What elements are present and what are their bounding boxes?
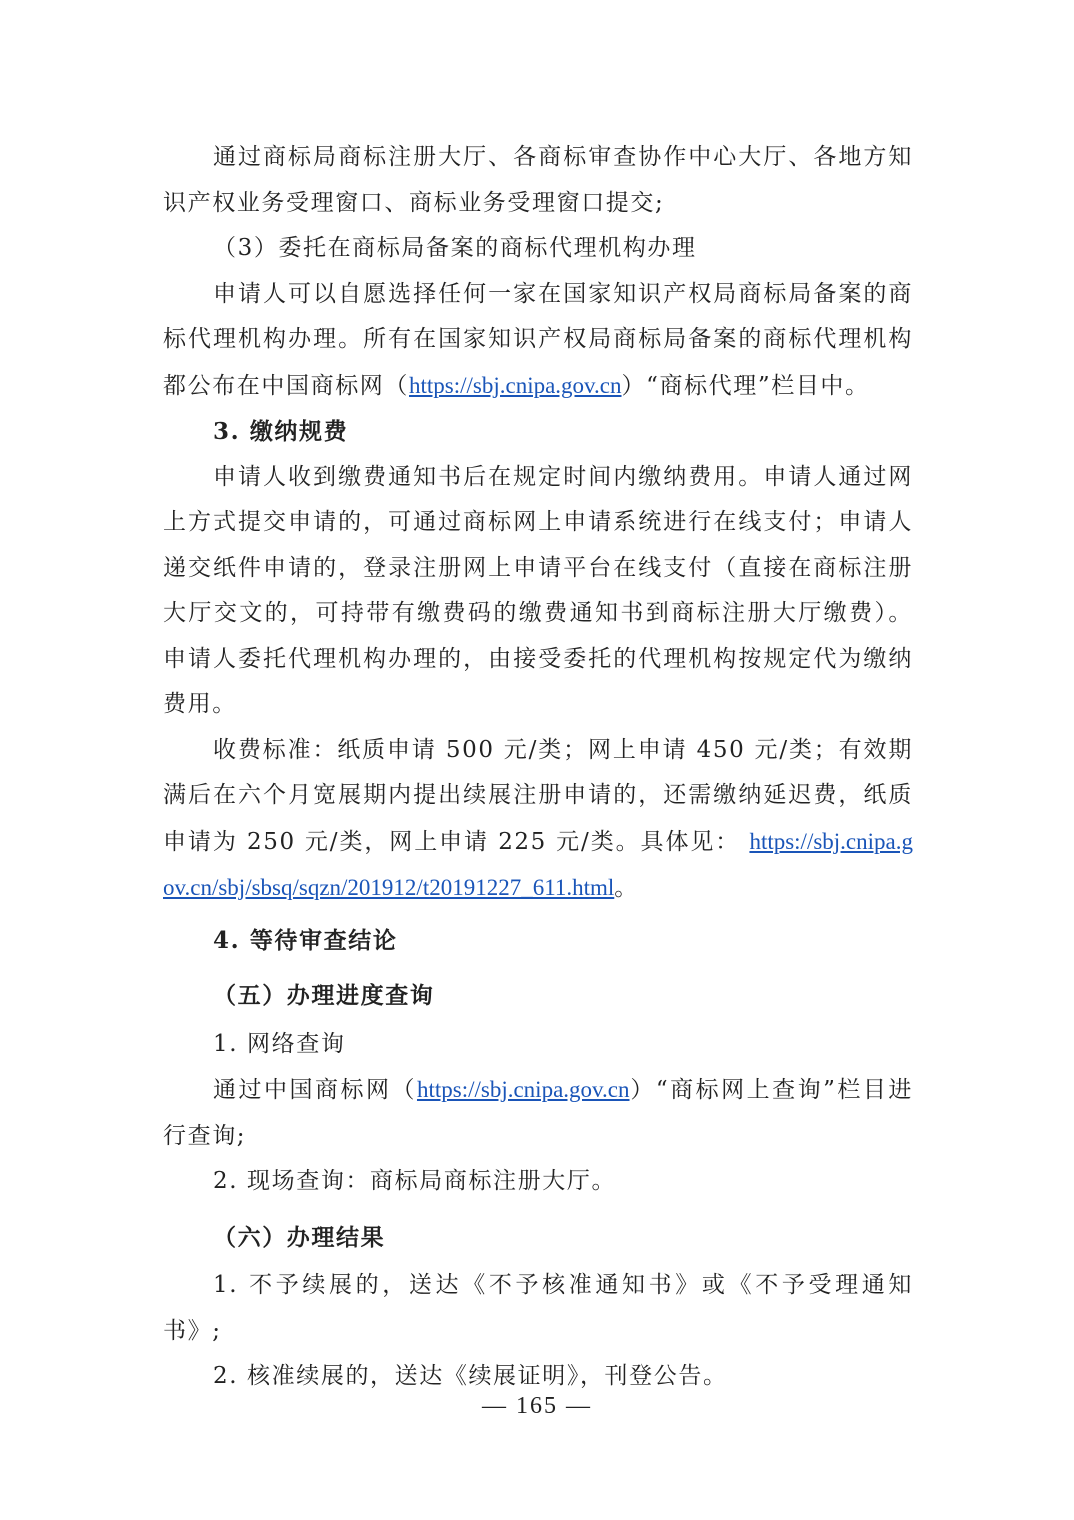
item-renewal-approved: 2. 核准续展的，送达《续展证明》，刊登公告。 [213, 1363, 728, 1389]
paragraph-submission-halls: 通过商标局商标注册大厅、各商标审查协作中心大厅、各地方知识产权业务受理窗口、商标业务受理窗口提交; [163, 144, 913, 216]
cnipa-link[interactable]: https://sbj.cnipa.gov.cn [409, 372, 622, 398]
item-not-renewed: 1. 不予续展的，送达《不予核准通知书》或《不予受理通知书》; [163, 1272, 913, 1344]
paragraph-online-query: 通过中国商标网（https://sbj.cnipa.gov.cn）“商标网上查询”栏目进行查询; [163, 1077, 913, 1149]
heading-await-result: 4. 等待审查结论 [213, 926, 398, 954]
section-result: （六）办理结果 [213, 1223, 386, 1251]
section-progress-query: （五）办理进度查询 [213, 982, 435, 1009]
fee-standard-link[interactable]: https://sbj.cnipa.gov.cn/sbj/sbsq/sqzn/201912/t20191227_611.html [163, 828, 913, 900]
paragraph-payment: 申请人收到缴费通知书后在规定时间内缴纳费用。申请人通过网上方式提交申请的，可通过商标网上申请系统进行在线支付；申请人递交纸件申请的，登录注册网上申请平台在线支付（直接在商标注册大厅交文的，可持带有缴费码的缴费通知书到商标注册大厅缴费）。申请人委托代理机构办理的，由接受委托的代理机构按规定代为缴纳费用。 [163, 463, 913, 717]
heading-pay-fees: 3. 缴纳规费 [213, 418, 349, 445]
item-agency-handling: （3）委托在商标局备案的商标代理机构办理 [213, 235, 697, 261]
page-number: — 165 — [482, 1393, 592, 1419]
cnipa-query-link[interactable]: https://sbj.cnipa.gov.cn [416, 1077, 630, 1102]
item-onsite-query: 2. 现场查询：商标局商标注册大厅。 [213, 1168, 617, 1194]
paragraph-agency: 申请人可以自愿选择任何一家在国家知识产权局商标局备案的商标代理机构办理。所有在国家知识产权局商标局备案的商标代理机构都公布在中国商标网（https://sbj.cnipa.gov.cn）“商标代理”栏目中。 [163, 280, 913, 399]
paragraph-fee-standard: 收费标准：纸质申请 500 元/类；网上申请 450 元/类；有效期满后在六个月宽展期内提出续展注册申请的，还需缴纳延迟费，纸质申请为 250 元/类，网上申请 225 元/类。具体见： https://sbj.cnipa.gov.cn/sbj/sbsq/sqzn/201912/t20191227_611.html。 [163, 736, 913, 901]
page-body [163, 135, 913, 1400]
item-online-query: 1. 网络查询 [213, 1030, 346, 1057]
